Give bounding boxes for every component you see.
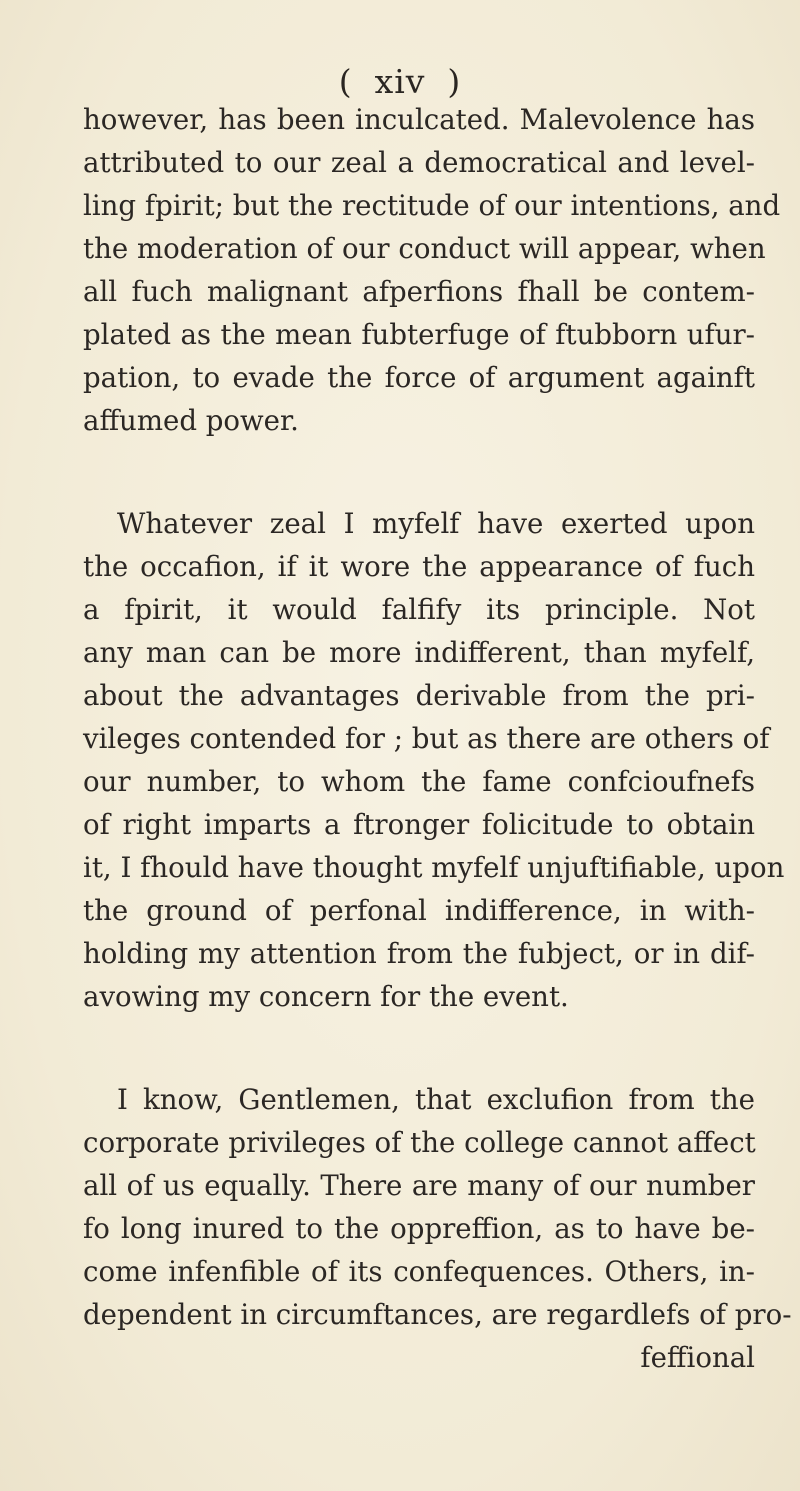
text-line: our number, to whom the fame confcioufnefs xyxy=(83,765,755,798)
text-line: avowing my concern for the event. xyxy=(83,980,569,1013)
page-number xyxy=(0,62,800,101)
text-line: however, has been inculcated. Malevolence has xyxy=(83,103,755,136)
catchword: feffional xyxy=(640,1341,755,1374)
text-line: all fuch malignant afperfions fhall be contem- xyxy=(83,275,755,308)
text-line: Whatever zeal I myfelf have exerted upon xyxy=(117,507,755,540)
text-line: any man can be more indifferent, than myfelf, xyxy=(83,636,755,669)
text-line: about the advantages derivable from the pri- xyxy=(83,679,755,712)
body-text xyxy=(83,98,792,1379)
text-line: it, I fhould have thought myfelf unjuftifiable, upon xyxy=(83,851,785,884)
text-line: plated as the mean fubterfuge of ftubborn ufur- xyxy=(83,318,755,351)
paragraph-3 xyxy=(83,1078,792,1379)
text-line: the ground of perfonal indifference, in with- xyxy=(83,894,755,927)
text-line: come infenfible of its confequences. Others, in- xyxy=(83,1255,755,1288)
folio-open-paren: ( xyxy=(338,62,353,101)
paragraph-1 xyxy=(83,98,781,442)
text-line: a fpirit, it would falfify its principle. Not xyxy=(83,593,755,626)
text-line: I know, Gentlemen, that exclufion from the xyxy=(117,1083,755,1116)
text-line: corporate privileges of the college cannot affect xyxy=(83,1126,756,1159)
text-line: affumed power. xyxy=(83,404,299,437)
text-line: dependent in circumftances, are regardlefs of pro- xyxy=(83,1298,792,1331)
text-line: holding my attention from the fubject, or in dif- xyxy=(83,937,755,970)
folio-close-paren: ) xyxy=(447,62,462,101)
paragraph-spacer xyxy=(83,442,755,502)
text-line: all of us equally. There are many of our number xyxy=(83,1169,755,1202)
text-line: the moderation of our conduct will appear, when xyxy=(83,232,766,265)
text-line: pation, to evade the force of argument againft xyxy=(83,361,755,394)
text-line: ling fpirit; but the rectitude of our intentions, and xyxy=(83,189,781,222)
paragraph-spacer xyxy=(83,1018,755,1078)
text-line: of right imparts a ftronger folicitude to obtain xyxy=(83,808,755,841)
text-line: the occafion, if it wore the appearance of fuch xyxy=(83,550,755,583)
text-line: attributed to our zeal a democratical and level- xyxy=(83,146,755,179)
text-line: fo long inured to the oppreffion, as to have be- xyxy=(83,1212,755,1245)
text-line: vileges contended for ; but as there are others of xyxy=(83,722,770,755)
folio-roman-numeral: xiv xyxy=(374,62,426,101)
paragraph-2 xyxy=(83,502,785,1018)
